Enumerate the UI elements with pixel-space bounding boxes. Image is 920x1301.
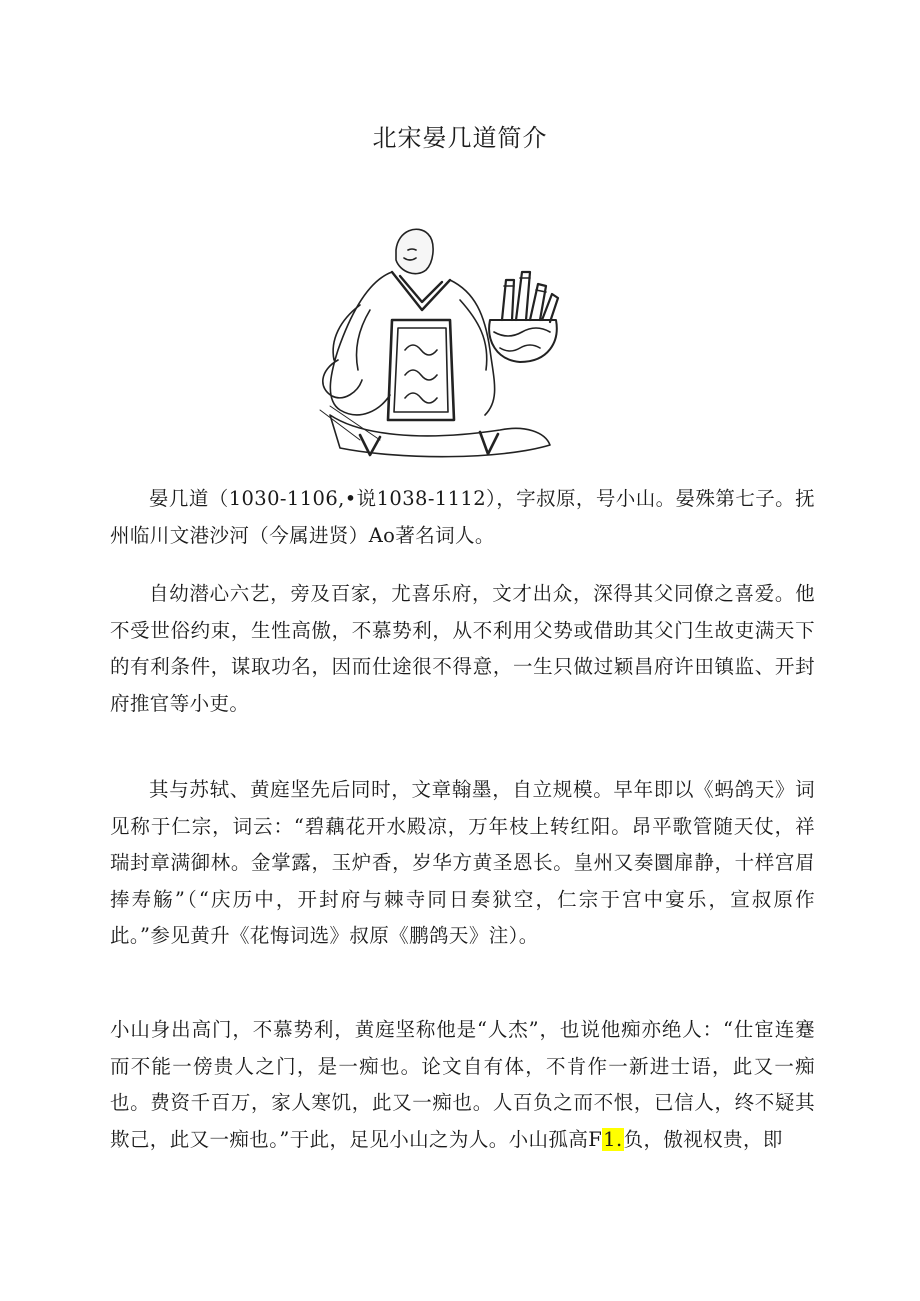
paragraph-character bbox=[110, 1012, 815, 1158]
paragraph-intro: 晏几道（1030-1106,•说1038-1112），字叔原，号小山。晏殊第七子。抚州临川文港沙河（今属进贤）Ao著名词人。 bbox=[110, 487, 815, 547]
paragraph-literary-works: 其与苏轼、黄庭坚先后同时，文章翰墨，自立规模。早年即以《蚂鸽天》词见称于仁宗，词云：“碧藕花开水殿凉，万年枝上转红阳。昂平歌管随天仗，祥瑞封章满御林。金掌露，玉炉香，岁华方黄圣恩长。皇州又奏圜扉静，十样宫眉捧寿觞”（“庆历中，开封府与棘寺同日奏狱空，仁宗于宫中宴乐，宣叔原作此。”参见黄升《花悔词选》叔原《鹏鸽天》注）。 bbox=[110, 778, 815, 947]
paragraph-character-tail: 负，傲视权贵，即 bbox=[623, 1127, 783, 1151]
page-title: 北宋晏几道简介 bbox=[372, 124, 548, 152]
paragraph-early-life: 自幼潜心六艺，旁及百家，尤喜乐府，文才出众，深得其父同僚之喜爱。他不受世俗约束，生性高傲，不慕势利，从不利用父势或借助其父门生故吏满天下的有利条件，谋取功名，因而仕途很不得意，一生只做过颖昌府许田镇监、开封府推官等小吏。 bbox=[110, 582, 815, 715]
highlighted-text: 1. bbox=[603, 1127, 623, 1151]
portrait-illustration bbox=[300, 210, 600, 470]
paragraph-character-text: 小山身出高门，不慕势利，黄庭坚称他是“人杰”，也说他痴亦绝人：“仕宦连蹇而不能一傍贵人之门，是一痴也。论文自有体，不肯作一新进士语，此又一痴也。费资千百万，家人寒饥，此又一痴也。人百负之而不恨，已信人，终不疑其欺己，此又一痴也。”于此，足见小山之为人。小山孤高F bbox=[110, 1018, 815, 1151]
